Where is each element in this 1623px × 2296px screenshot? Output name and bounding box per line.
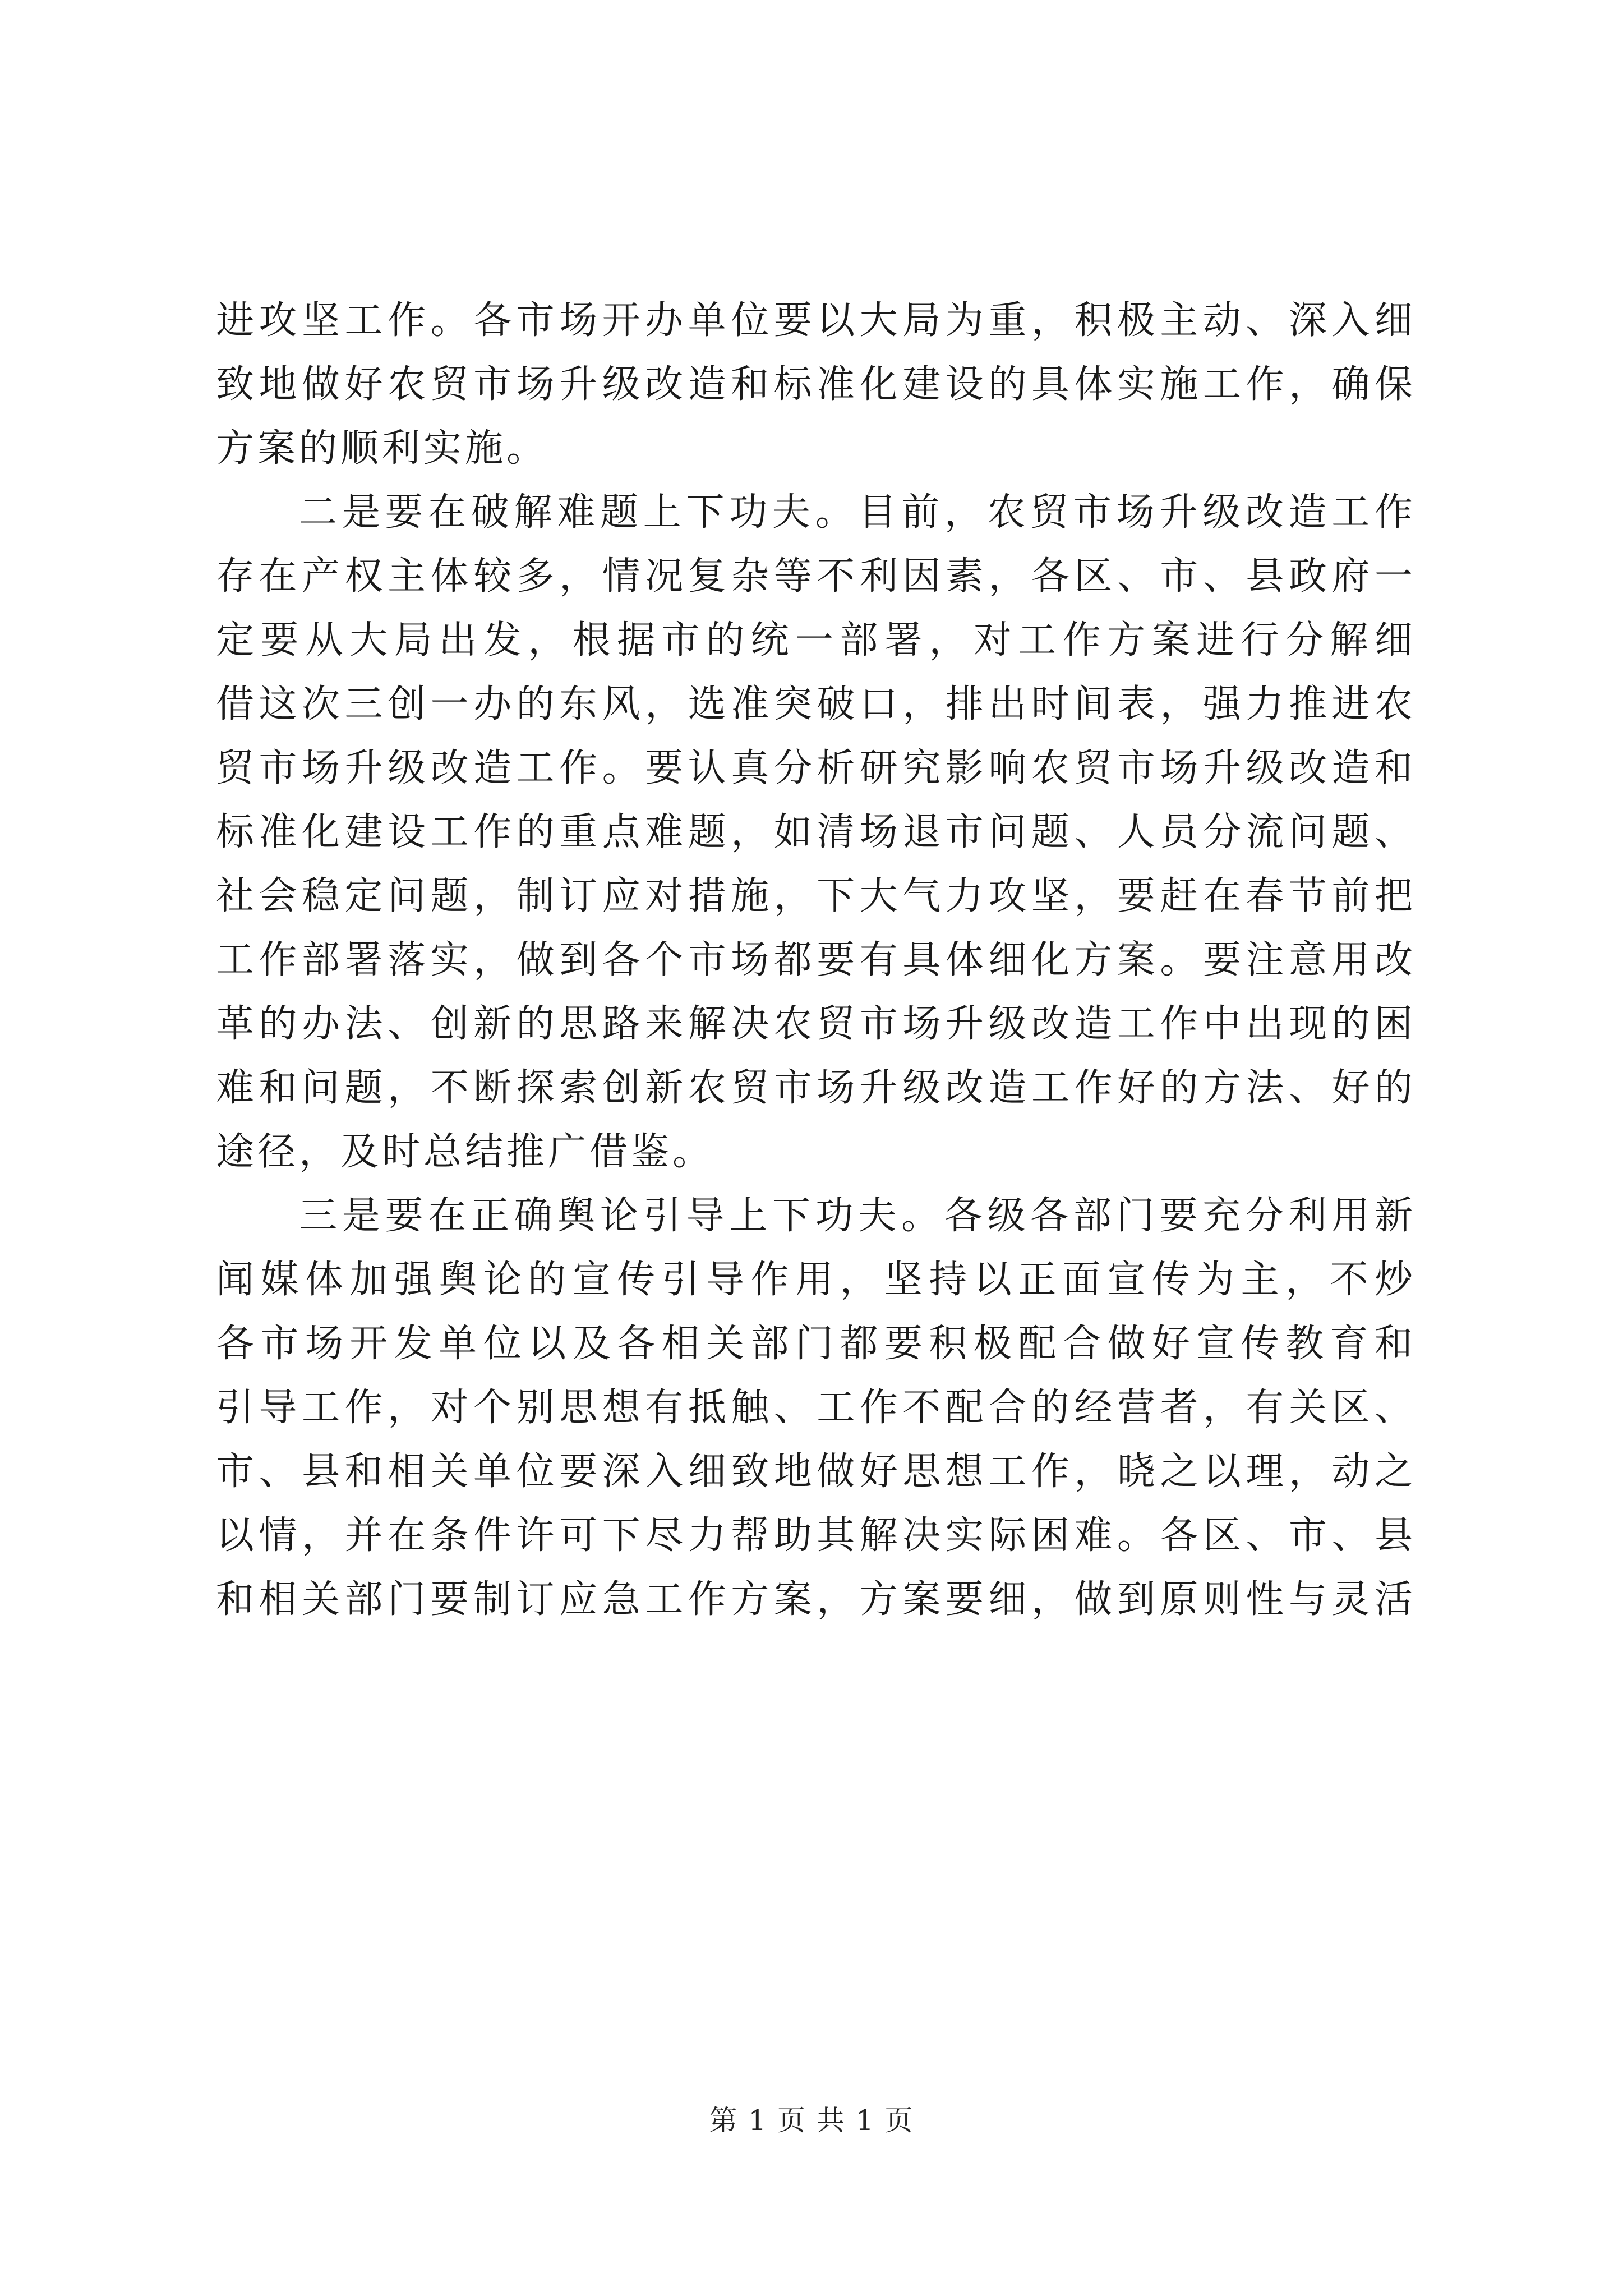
text-line: 引导工作，对个别思想有抵触、工作不配合的经营者，有关区、 [216, 1386, 1416, 1430]
text-line: 进攻坚工作。各市场开办单位要以大局为重，积极主动、深入细 [216, 298, 1416, 343]
text-line: 社会稳定问题，制订应对措施，下大气力攻坚，要赶在春节前把 [216, 874, 1416, 918]
text-line: 借这次三创一办的东风，选准突破口，排出时间表，强力推进农 [216, 682, 1416, 726]
text-line: 和相关部门要制订应急工作方案，方案要细，做到原则性与灵活 [216, 1577, 1416, 1622]
text-line: 途径，及时总结推广借鉴。 [216, 1130, 714, 1174]
text-line: 革的办法、创新的思路来解决农贸市场升级改造工作中出现的困 [216, 1002, 1416, 1046]
page-number-footer: 第 1 页 共 1 页 [709, 2104, 914, 2137]
text-line: 各市场开发单位以及各相关部门都要积极配合做好宣传教育和 [216, 1322, 1416, 1366]
text-line: 致地做好农贸市场升级改造和标准化建设的具体实施工作，确保 [216, 362, 1416, 407]
text-line: 以情，并在条件许可下尽力帮助其解决实际困难。各区、市、县 [216, 1513, 1416, 1558]
document-body [216, 289, 1416, 1632]
text-line: 定要从大局出发，根据市的统一部署，对工作方案进行分解细 [216, 618, 1416, 662]
text-line: 标准化建设工作的重点难题，如清场退市问题、人员分流问题、 [216, 810, 1416, 854]
text-line: 难和问题，不断探索创新农贸市场升级改造工作好的方法、好的 [216, 1066, 1416, 1110]
paragraph-first-line: 二是要在破解难题上下功夫。目前，农贸市场升级改造工作 [299, 490, 1416, 535]
text-line: 闻媒体加强舆论的宣传引导作用，坚持以正面宣传为主，不炒 [216, 1258, 1416, 1302]
text-line: 存在产权主体较多，情况复杂等不利因素，各区、市、县政府一 [216, 554, 1416, 599]
text-line: 贸市场升级改造工作。要认真分析研究影响农贸市场升级改造和 [216, 746, 1416, 790]
paragraph-first-line: 三是要在正确舆论引导上下功夫。各级各部门要充分利用新 [299, 1194, 1416, 1238]
text-line: 市、县和相关单位要深入细致地做好思想工作，晓之以理，动之 [216, 1450, 1416, 1494]
text-line: 方案的顺利实施。 [216, 426, 548, 471]
text-line: 工作部署落实，做到各个市场都要有具体细化方案。要注意用改 [216, 938, 1416, 982]
